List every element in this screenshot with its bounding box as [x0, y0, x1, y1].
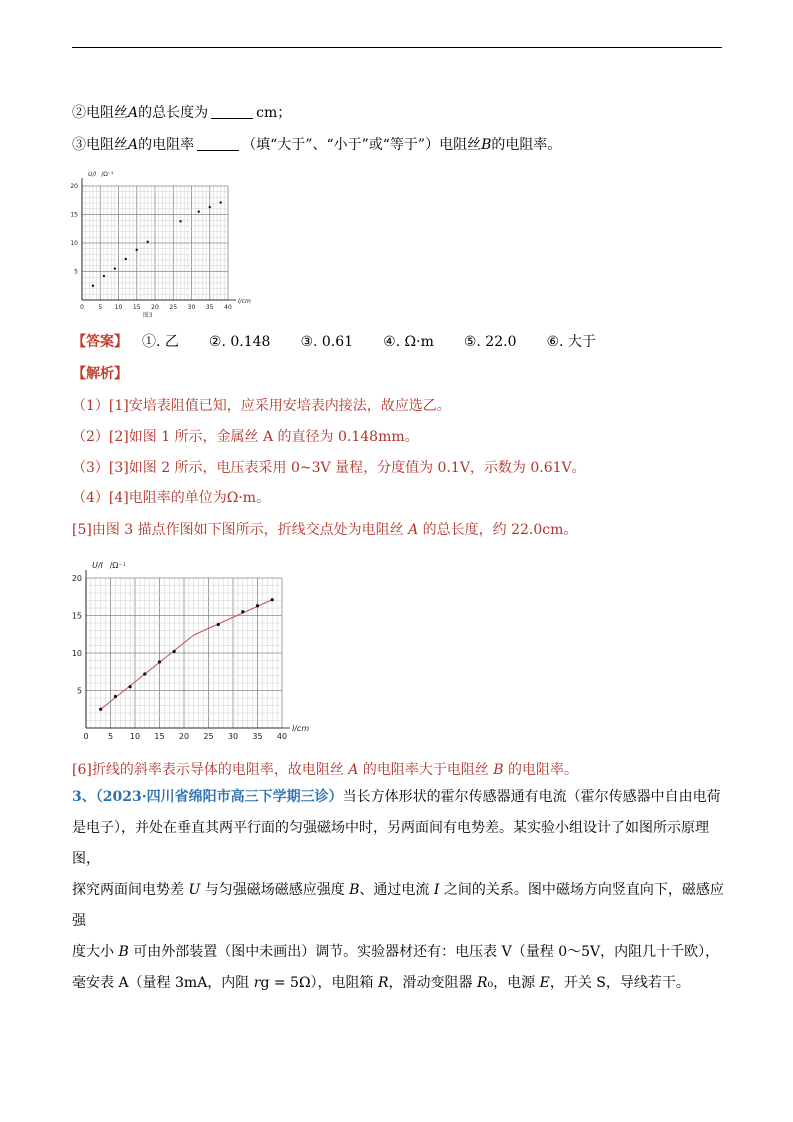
- y-tick-label: 10: [71, 648, 82, 658]
- x-tick-label: 40: [224, 304, 232, 311]
- answer-item-5: ⑤. 22.0: [463, 334, 517, 350]
- x-tick-label: 10: [114, 304, 123, 311]
- data-point: [158, 660, 161, 663]
- answer-item-2: ②. 0.148: [208, 334, 271, 350]
- x-tick-label: 0: [80, 304, 84, 311]
- y-tick-label: 15: [71, 611, 82, 621]
- y-tick-label: 5: [76, 686, 82, 696]
- data-point: [99, 708, 102, 711]
- answer-item-6: ⑥. 大于: [546, 334, 596, 350]
- answer-item-4: ④. Ω·m: [383, 334, 434, 350]
- data-point: [136, 249, 138, 251]
- figure-3-chart: [68, 168, 268, 323]
- analysis-line-4: （4）[4]电阻率的单位为Ω·m。: [72, 490, 271, 506]
- data-point: [129, 685, 132, 688]
- y-axis-unit: /Ω⁻¹: [109, 561, 126, 570]
- data-point: [220, 201, 222, 203]
- data-point: [179, 220, 181, 222]
- x-tick-label: 15: [132, 304, 141, 311]
- data-point: [92, 285, 94, 287]
- analysis-line-1: （1）[1]安培表阻值已知，应采用安培表内接法，故应选乙。: [72, 398, 451, 414]
- data-point: [114, 267, 116, 269]
- x-tick-label: 20: [178, 732, 190, 741]
- problem3-source: （2023·四川省绵阳市高三下学期三诊）: [95, 789, 343, 805]
- x-tick-label: 5: [107, 732, 114, 741]
- y-tick-label: 10: [70, 240, 78, 248]
- y-tick-label: 20: [70, 183, 78, 191]
- answer-item-3: ③. 0.61: [300, 334, 354, 350]
- figure-caption: 图3: [142, 312, 153, 319]
- data-point: [256, 604, 259, 607]
- problem3-text-5: 毫安表 A（量程 3mA，内阻 𝑟g = 5Ω），电阻箱 𝑅，滑动变阻器 𝑅₀，电源 𝐸，开关 S，导线若干。: [72, 975, 690, 991]
- x-tick-label: 30: [227, 732, 239, 741]
- y-axis-label: U/I: [92, 561, 103, 570]
- x-tick-label: 5: [98, 304, 103, 311]
- data-point: [209, 206, 211, 208]
- data-point: [173, 650, 176, 653]
- y-tick-label: 5: [74, 268, 78, 276]
- q3-blank: [197, 136, 239, 151]
- figure-answer-chart: [68, 548, 328, 748]
- problem3-number: 3、: [72, 789, 96, 805]
- x-tick-label: 40: [276, 732, 288, 741]
- q2-unit: cm；: [256, 105, 292, 121]
- question-2: [72, 102, 291, 122]
- q3-text-b: （填“大于”、“小于”或“等于”）电阻丝𝐵的电阻率。: [242, 137, 562, 153]
- analysis-line-5: [5]由图 3 描点作图如下图所示，折线交点处为电阻丝 𝐴 的总长度，约 22.0cm。: [72, 522, 578, 538]
- q2-blank: [211, 104, 253, 119]
- answer-row: [72, 331, 596, 351]
- answer-item-1: ①. 乙: [142, 334, 179, 350]
- analysis-line-3: （3）[3]如图 2 所示，电压表采用 0~3V 量程，分度值为 0.1V，示数为 0.61V。: [72, 460, 586, 476]
- y-axis-label: U/I: [88, 171, 97, 178]
- data-point: [147, 241, 149, 243]
- x-tick-label: 25: [169, 304, 178, 311]
- x-axis-label: l/cm: [238, 298, 251, 305]
- q2-text: ②电阻丝𝐴的总长度为: [72, 105, 209, 121]
- data-point: [217, 623, 220, 626]
- q3-text-a: ③电阻丝𝐴的电阻率: [72, 137, 195, 153]
- y-axis-unit: /Ω⁻¹: [101, 171, 114, 178]
- analysis-line-2: （2）[2]如图 1 所示，金属丝 A 的直径为 0.148mm。: [72, 429, 419, 445]
- problem3-text-2: 是电子），并处在垂直其两平行面的匀强磁场中时，另两面间有电势差。某实验小组设计了如图所示原理图，: [72, 820, 709, 867]
- data-point: [114, 695, 117, 698]
- header-rule: [72, 47, 722, 48]
- data-point: [125, 258, 127, 260]
- analysis-final: [6]折线的斜率表示导体的电阻率，故电阻丝 𝐴 的电阻率大于电阻丝 𝐵 的电阻率。: [72, 762, 579, 778]
- x-tick-label: 15: [154, 732, 165, 741]
- question-3: [72, 134, 561, 154]
- answer-label: 【答案】: [72, 334, 128, 350]
- x-tick-label: 30: [187, 304, 196, 311]
- y-tick-label: 20: [71, 573, 82, 583]
- y-tick-label: 15: [70, 211, 78, 219]
- problem3-text-1: 当长方体形状的霍尔传感器通有电流（霍尔传感器中自由电荷: [342, 789, 721, 805]
- x-tick-label: 20: [151, 304, 159, 311]
- problem3-text-3: 探究两面间电势差 𝑈 与匀强磁场磁感应强度 𝐵、通过电流 𝐼 之间的关系。图中磁场方向竖直向下，磁感应强: [72, 882, 724, 929]
- analysis-label: 【解析】: [72, 366, 128, 382]
- x-tick-label: 10: [129, 732, 141, 741]
- data-point: [271, 598, 274, 601]
- x-tick-label: 0: [83, 732, 89, 741]
- data-point: [241, 610, 244, 613]
- x-tick-label: 35: [205, 304, 214, 311]
- problem3-text-4: 度大小 𝐵 可由外部装置（图中未画出）调节。实验器材还有：电压表 V（量程 0～5V，内阻几十千欧），: [72, 944, 720, 960]
- data-point: [143, 672, 146, 675]
- x-tick-label: 35: [252, 732, 263, 741]
- x-tick-label: 25: [203, 732, 214, 741]
- data-point: [103, 275, 105, 277]
- data-point: [198, 210, 200, 212]
- problem-3: [72, 782, 732, 999]
- x-axis-label: l/cm: [292, 724, 310, 733]
